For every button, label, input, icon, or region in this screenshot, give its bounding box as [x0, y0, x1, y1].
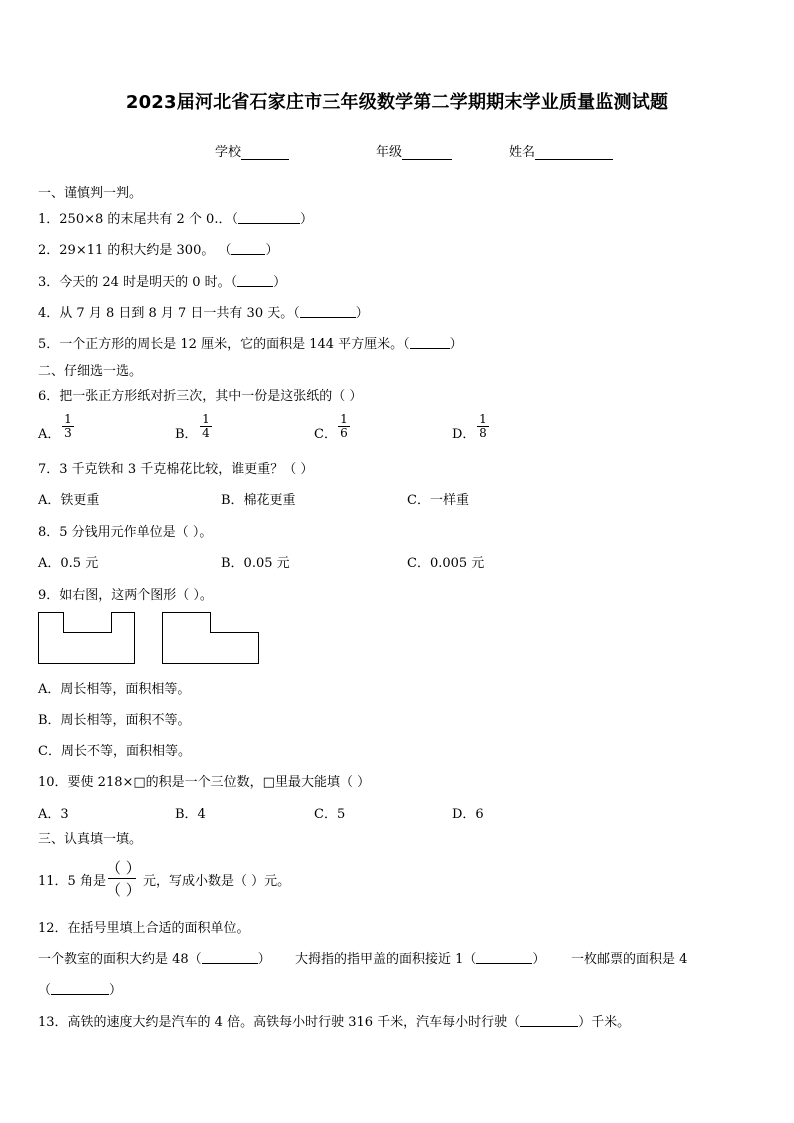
q11-tail: 元，写成小数是（ ）元。 [143, 874, 291, 889]
q6-option-b-fraction: $\frac{1}{4}$ [200, 413, 212, 440]
q10-option-b[interactable]: B．4 [175, 807, 206, 822]
q9-option-c[interactable]: C．周长不等，面积相等。 [38, 744, 191, 759]
q10-option-c[interactable]: C．5 [314, 807, 346, 822]
q12-line-2: 大拇指的指甲盖的面积接近 1（ ） [295, 952, 546, 967]
section-heading-3: 三、认真填一填。 [38, 832, 143, 847]
question-8: 8．5 分钱用元作单位是（ ）。 [38, 525, 213, 540]
name-label: 姓名 [509, 145, 536, 160]
page-title: 2023届河北省石家庄市三年级数学第二学期期末学业质量监测试题 [125, 92, 669, 113]
q6-option-d-fraction: $\frac{1}{8}$ [477, 413, 489, 440]
q8-option-c[interactable]: C．0.005 元 [407, 556, 485, 571]
q12-line-4: （ ） [38, 983, 123, 998]
answer-blank[interactable] [51, 982, 109, 995]
school-label: 学校 [215, 145, 242, 160]
question-1: 1．250×8 的末尾共有 2 个 0.．（ ） [38, 212, 313, 227]
question-13: 13．高铁的速度大约是汽车的 4 倍。高铁每小时行驶 316 千米，汽车每小时行驶（ ）千米。 [38, 1015, 631, 1030]
q6-option-d[interactable]: D． [452, 427, 476, 442]
section-heading-1: 一、谨慎判一判。 [38, 186, 143, 201]
question-2: 2．29×11 的积大约是 300。 （ ） [38, 243, 279, 258]
q9-option-b[interactable]: B．周长相等，面积不等。 [38, 713, 191, 728]
q6-option-c[interactable]: C． [314, 427, 337, 442]
q6-option-a-fraction: $\frac{1}{3}$ [62, 413, 74, 440]
question-6: 6．把一张正方形纸对折三次，其中一份是这张纸的（ ） [38, 389, 363, 404]
question-9: 9．如右图，这两个图形（ ）。 [38, 588, 213, 603]
question-11: 11．5 角是 [38, 874, 106, 889]
section-heading-2: 二、仔细选一选。 [38, 364, 143, 379]
q12-line-1: 一个教室的面积大约是 48（ ） [38, 952, 271, 967]
answer-blank[interactable] [520, 1014, 578, 1027]
q7-option-c[interactable]: C．一样重 [407, 493, 469, 508]
q9-shape-right [163, 613, 259, 664]
question-3: 3．今天的 24 时是明天的 0 时。（ ） [38, 275, 287, 290]
q10-option-d[interactable]: D．6 [452, 807, 484, 822]
question-4: 4．从 7 月 8 日到 8 月 7 日一共有 30 天。（ ） [38, 306, 369, 321]
question-7: 7．3 千克铁和 3 千克棉花比较，谁更重？（ ） [38, 462, 314, 477]
q6-option-a[interactable]: A． [38, 427, 61, 442]
answer-blank[interactable] [476, 951, 532, 964]
question-10: 10．要使 218×□的积是一个三位数，□里最大能填（ ） [38, 775, 371, 790]
q7-option-b[interactable]: B．棉花更重 [221, 493, 296, 508]
q8-option-a[interactable]: A．0.5 元 [38, 556, 99, 571]
q9-option-a[interactable]: A．周长相等，面积相等。 [38, 682, 191, 697]
question-12: 12．在括号里填上合适的面积单位。 [38, 921, 250, 936]
q8-option-b[interactable]: B．0.05 元 [221, 556, 290, 571]
answer-blank[interactable] [202, 951, 258, 964]
question-5: 5．一个正方形的周长是 12 厘米，它的面积是 144 平方厘米。（ ） [38, 337, 463, 352]
grade-label: 年级 [376, 145, 403, 160]
q11-fraction-blank[interactable]: （ ） （ ） [106, 859, 141, 899]
q10-option-a[interactable]: A．3 [38, 807, 69, 822]
q9-shape-left [39, 613, 135, 664]
q6-option-b[interactable]: B． [175, 427, 198, 442]
q7-option-a[interactable]: A．铁更重 [38, 493, 100, 508]
q12-line-3: 一枚邮票的面积是 4 [571, 952, 688, 967]
q6-option-c-fraction: $\frac{1}{6}$ [338, 413, 350, 440]
